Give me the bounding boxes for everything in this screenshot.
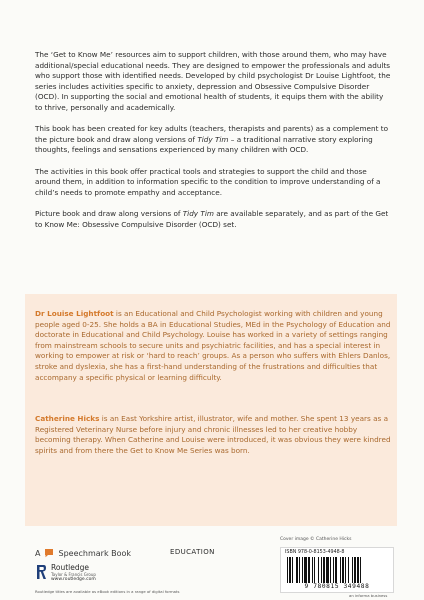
ebook-note: Routledge titles are available as eBook editions in a range of digital formats <box>35 589 180 594</box>
barcode-bar <box>360 557 361 583</box>
availability-book-title: Tidy Tim <box>182 208 214 218</box>
barcode-bar <box>323 557 325 583</box>
availability-paragraph <box>35 209 391 230</box>
purpose-paragraph <box>35 124 391 156</box>
activities-paragraph: The activities in this book offer practical tools and strategies to support the child and those around them, in addition to information specific to the condition to improve understanding of a child’s needs to promote empathy and acceptance. <box>35 166 381 197</box>
barcode-bar <box>333 557 334 583</box>
cover-credit: Cover image © Catherine Hicks <box>280 537 352 542</box>
barcode-bar <box>321 557 322 583</box>
purpose-book-title: Tidy Tim <box>197 134 229 144</box>
description-text <box>35 50 391 241</box>
barcode-bar <box>296 557 298 583</box>
barcode-bar <box>357 557 359 583</box>
barcode-bars <box>287 557 385 583</box>
informa-note: an informa business <box>349 593 388 598</box>
purpose-text-b: – a traditional narrative story exploring thoughts, feelings and sensations experienced by many children with OCD. <box>35 134 373 155</box>
barcode-bar <box>348 557 349 583</box>
routledge-name: Routledge <box>51 563 89 572</box>
barcode-bar <box>352 557 353 583</box>
author-name: Dr Louise Lightfoot <box>35 309 114 318</box>
barcode-number: 9 780815 349488 <box>304 583 370 590</box>
availability-text-a: Picture book and draw along versions of <box>35 208 183 218</box>
barcode-bar <box>308 557 310 583</box>
illustrator-name: Catherine Hicks <box>35 414 100 423</box>
speechmark-icon <box>44 548 54 558</box>
purpose-text-a: This book has been created for key adults (teachers, therapists and parents) as a complement to the picture book and draw along versions of <box>35 124 389 144</box>
barcode-bar <box>292 557 293 583</box>
barcode-bar <box>335 557 337 583</box>
speechmark-logo <box>35 547 131 559</box>
barcode-bar <box>304 557 307 583</box>
speechmark-prefix: A <box>35 548 41 558</box>
barcode-bar <box>302 557 303 583</box>
barcode-bar <box>354 557 356 583</box>
routledge-logo <box>35 564 96 583</box>
barcode-bar <box>340 557 341 583</box>
barcode-bar <box>330 557 331 583</box>
speechmark-name: Speechmark Book <box>58 548 132 558</box>
barcode-bar <box>289 557 291 583</box>
isbn-text: ISBN 978-0-8153-4948-8 <box>285 550 345 555</box>
author-bio-text: is an Educational and Child Psychologist working with children and young people aged 0-25. She holds a BA in Educational Studies, MEd in the Psychology of Education and doctorate in Educational and Child Psychology. Louise has worked in a variety of settings ranging from mainstream schools to secure units and psychiatric facilities, and has a special interest in working to empower at risk or ‘hard to reach’ groups. As a person who suffers with Ehlers Danlos, stroke and dyslexia, she has a first-hand understanding of the frustrations and difficulties that accompany a specific physical or learning difficulty. <box>35 309 391 382</box>
barcode-bar <box>314 557 315 583</box>
barcode-bar <box>287 557 288 583</box>
routledge-url: www.routledge.com <box>51 577 96 582</box>
subject-category: EDUCATION <box>170 548 215 556</box>
availability-text-b: are available separately, and as part of the Get to Know Me: Obsessive Compulsive Disorder (OCD) set. <box>35 208 389 229</box>
illustrator-bio <box>35 414 391 456</box>
author-bio <box>35 309 391 383</box>
routledge-subtitle: Taylor & Francis Group <box>51 572 96 577</box>
barcode-bar <box>345 557 346 583</box>
illustrator-bio-text: is an East Yorkshire artist, illustrator, wife and mother. She spent 13 years as a Registered Veterinary Nurse before injury and chronic illnesses led to her creative hobby becoming therapy. When Catherine and Louise were introduced, it was obvious they were kindred spirits and from there the Get to Know Me Series was born. <box>35 414 391 455</box>
barcode-bar <box>312 557 313 583</box>
barcode-box <box>280 547 394 593</box>
barcode-bar <box>342 557 344 583</box>
routledge-icon <box>35 564 47 580</box>
barcode-bar <box>299 557 300 583</box>
barcode-bar <box>318 557 319 583</box>
footer <box>0 532 424 600</box>
intro-paragraph: The ‘Get to Know Me’ resources aim to support children, with those around them, who may have additional/special educational needs. They are designed to empower the professionals and adults who support those with identified needs. Developed by child psychologist Dr Louise Lightfoot, the series includes activities specific to anxiety, depression and Obsessive Compulsive Disorder (OCD). In supporting the social and emotional health of students, it equips them with the ability to thrive, personally and academically. <box>35 50 391 112</box>
barcode-bar <box>326 557 329 583</box>
